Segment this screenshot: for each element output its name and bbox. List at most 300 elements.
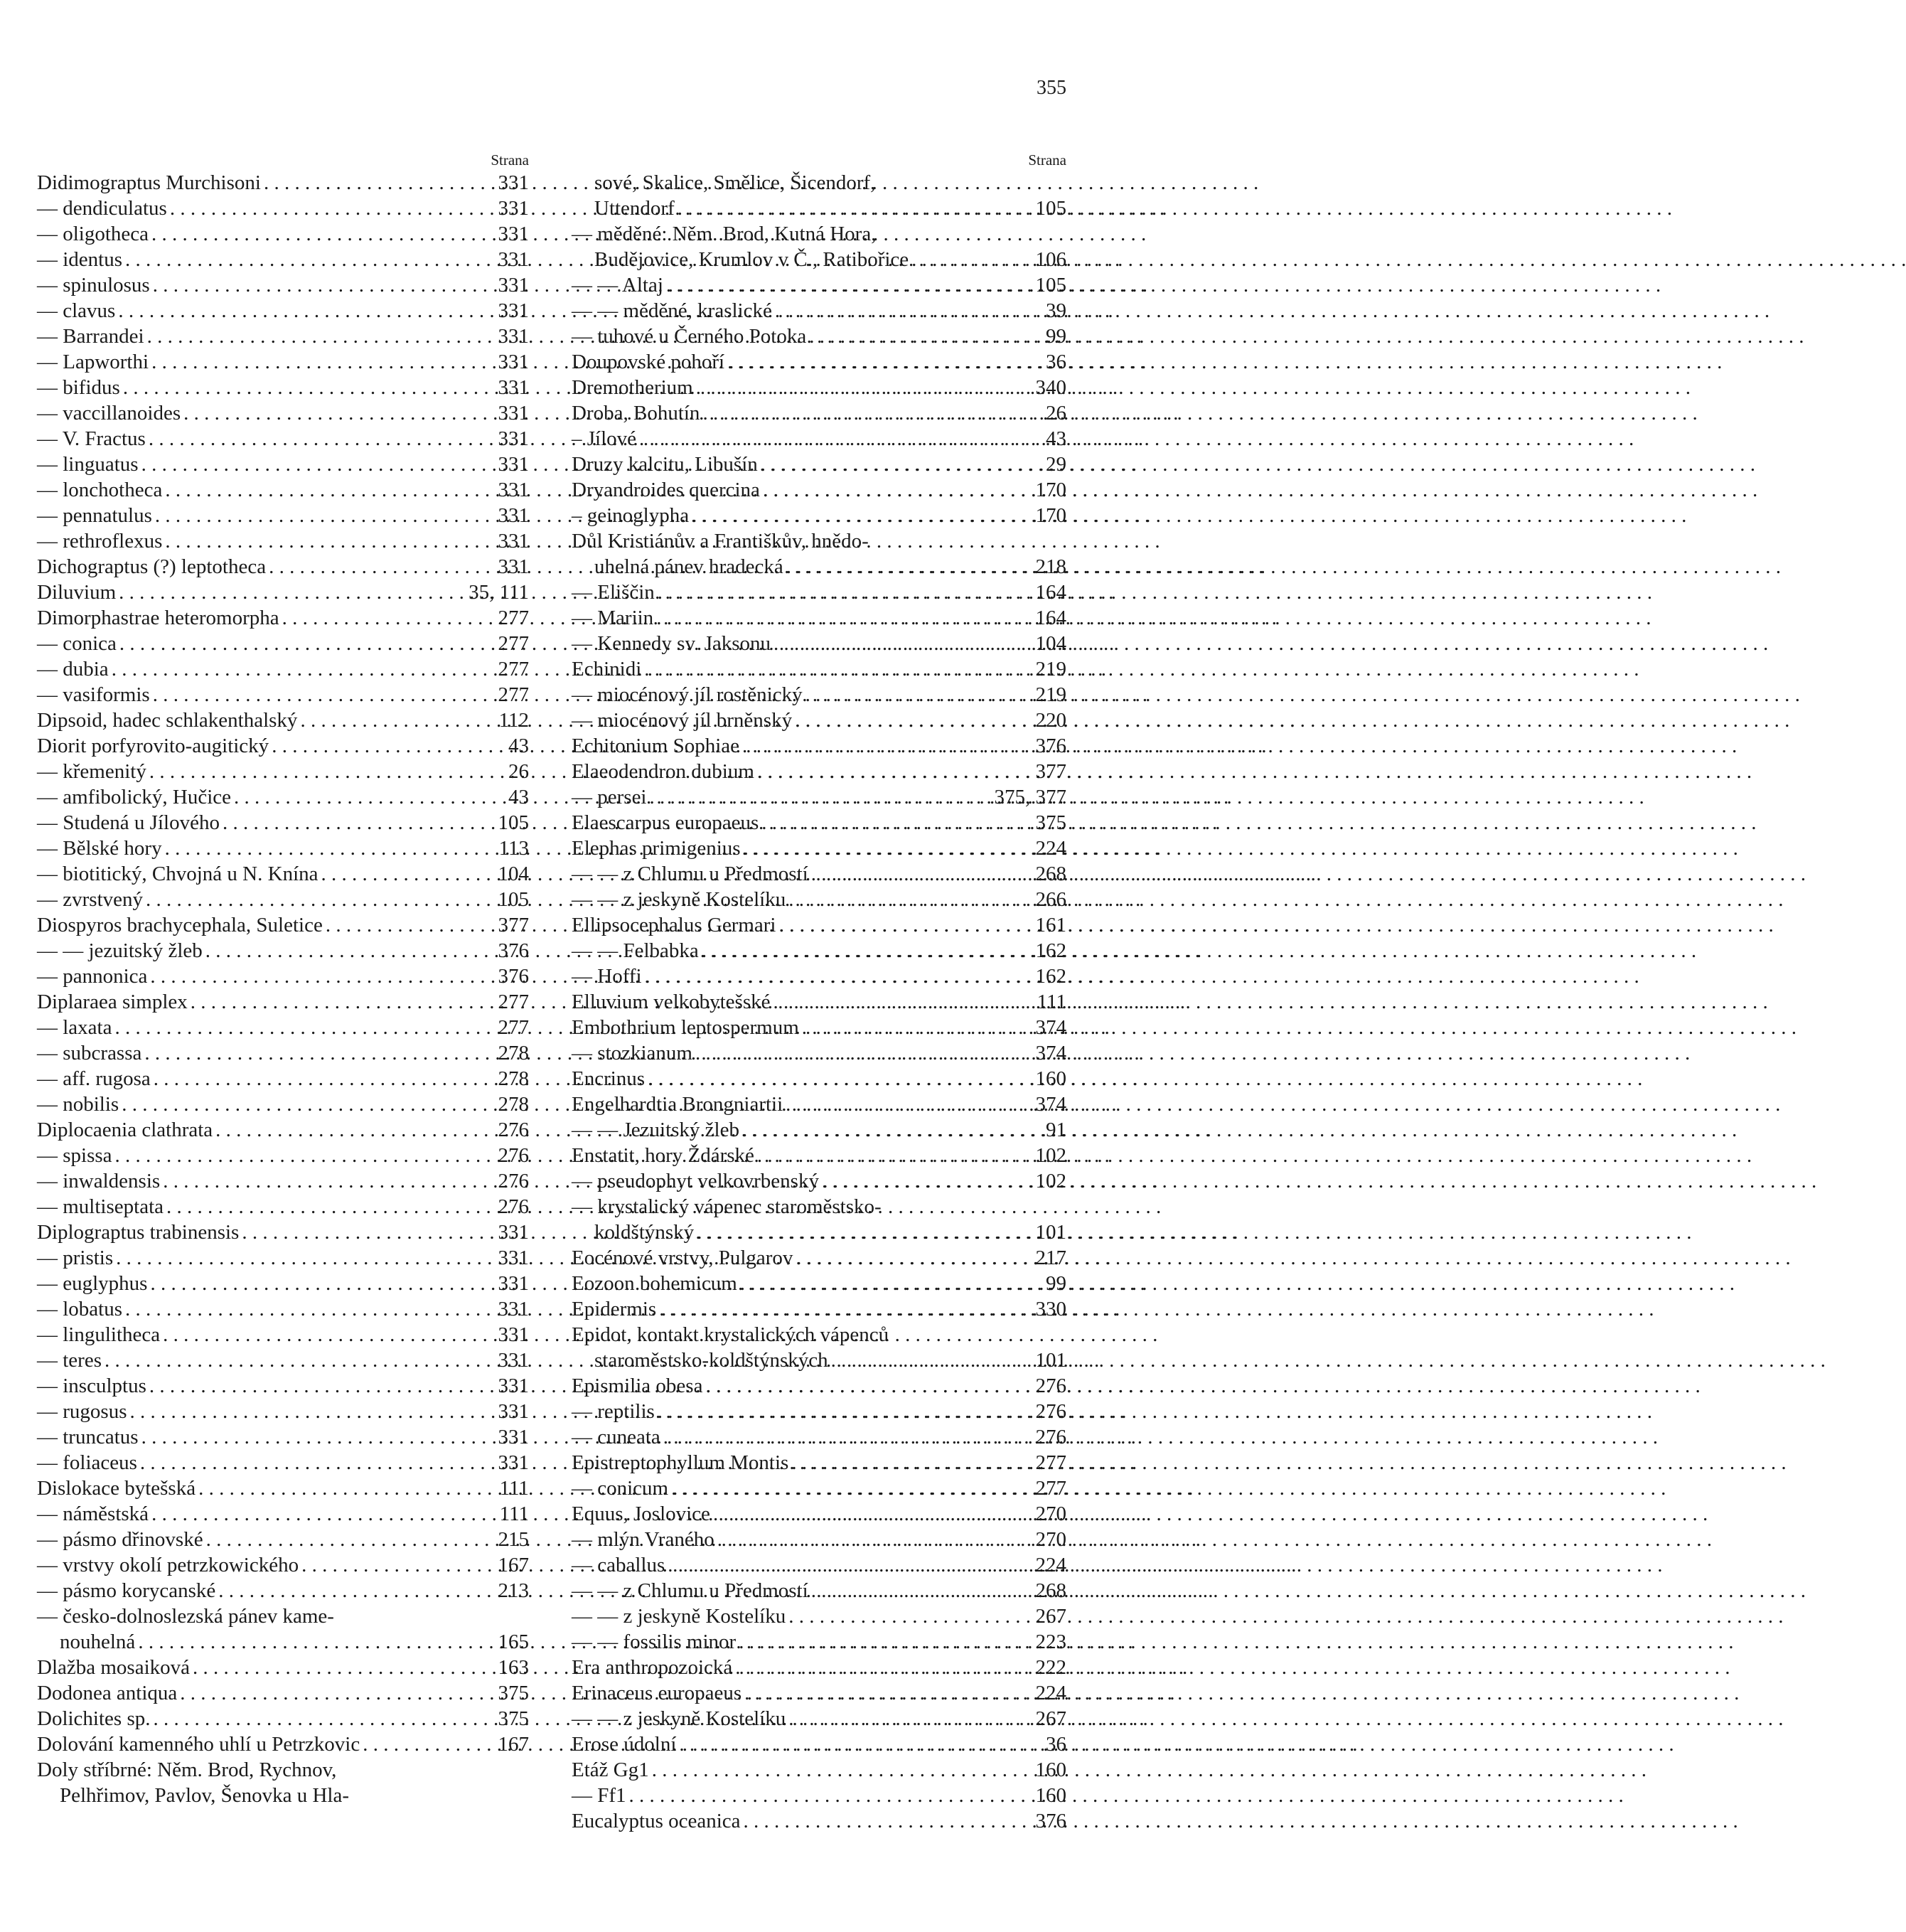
entry-term: Epidot, kontakt krystalických vápenců (572, 1323, 889, 1346)
index-entry (572, 1219, 1066, 1245)
index-entry (37, 912, 529, 938)
index-entry (37, 733, 529, 759)
entry-term: koldštýnský (594, 1221, 695, 1244)
dot-leader (805, 682, 1033, 708)
entry-page: 222 (1035, 1656, 1066, 1679)
dot-leader (170, 196, 496, 221)
entry-page: 224 (1035, 837, 1066, 860)
index-entry (572, 1015, 1066, 1040)
dot-leader (788, 1706, 1032, 1731)
entry-page: 331 (498, 274, 529, 297)
entry-term: Diorit porfyrovito-augitický (37, 735, 269, 757)
entry-page: 36 (1046, 1733, 1066, 1756)
entry-page: 104 (1035, 632, 1066, 655)
index-entry (37, 196, 529, 221)
entry-page: 43 (508, 786, 529, 808)
index-entry (572, 528, 1066, 554)
entry-term: Uttendorf (594, 197, 675, 220)
dot-leader (193, 1655, 495, 1680)
index-entry (37, 861, 529, 887)
index-entry (572, 1578, 1066, 1603)
entry-page: 276 (1035, 1426, 1066, 1448)
entry-term: — Studená u Jílového (37, 811, 220, 834)
entry-page: 219 (1035, 658, 1066, 681)
dot-leader (668, 1552, 1032, 1578)
entry-term: Elaeodendron dubium (572, 760, 754, 783)
entry-term: sové, Skalice, Smělice, Šicendorf, (594, 171, 876, 194)
entry-page: 277 (498, 607, 529, 629)
entry-term: Epistreptophyllum Montis (572, 1451, 789, 1474)
entry-term: — Lapworthi (37, 351, 149, 373)
entry-page: 270 (1035, 1528, 1066, 1551)
entry-page: 111 (499, 1503, 529, 1525)
entry-term: Diplograptus trabinensis (37, 1221, 240, 1244)
dot-leader (166, 1194, 496, 1219)
dot-leader (165, 477, 495, 503)
dot-leader (788, 1603, 1032, 1629)
dot-leader (786, 1092, 1032, 1117)
index-entry (37, 375, 529, 400)
entry-term: Equus, Joslovice (572, 1503, 710, 1525)
entry-page: 268 (1035, 1579, 1066, 1602)
entry-page: 267 (1035, 1605, 1066, 1628)
entry-page: 377 (1035, 760, 1066, 783)
dot-leader (326, 912, 496, 938)
entry-page: 111 (1037, 991, 1066, 1013)
dot-leader (163, 1322, 495, 1347)
entry-page: 160 (1035, 1758, 1066, 1781)
entry-term: — nobilis (37, 1093, 119, 1116)
entry-term: — caballus (572, 1554, 665, 1576)
index-entry (37, 1424, 529, 1450)
entry-term: — V. Fractus (37, 427, 146, 450)
index-entry (572, 452, 1066, 477)
entry-term: — foliaceus (37, 1451, 137, 1474)
entry-page: 219 (1035, 683, 1066, 706)
index-entry (572, 708, 1066, 733)
entry-page: 268 (1035, 863, 1066, 885)
index-entry (37, 1143, 529, 1168)
entry-term: Dodonea antiqua (37, 1682, 178, 1704)
entry-term: Epidermis (572, 1298, 657, 1320)
entry-page: 331 (498, 351, 529, 373)
index-entry (572, 656, 1066, 682)
index-entry (572, 477, 1066, 503)
entry-page: 331 (498, 504, 529, 527)
dot-leader (125, 247, 495, 272)
entry-page: 105 (498, 888, 529, 911)
entry-page: 102 (1035, 1170, 1066, 1192)
dot-leader (658, 580, 1033, 605)
index-entry (37, 682, 529, 708)
entry-term: — dendiculatus (37, 197, 167, 220)
index-entry (37, 656, 529, 682)
index-entry (37, 477, 529, 503)
entry-term: — — Altaj (572, 274, 663, 297)
dot-leader (180, 1680, 495, 1706)
index-entry (37, 1322, 529, 1347)
dot-leader (153, 272, 496, 298)
entry-page: 331 (498, 1323, 529, 1346)
entry-term: — pannonica (37, 965, 148, 988)
entry-page: 277 (498, 991, 529, 1013)
entry-term: — měděné: Něm. Brod, Kutná Hora, (572, 223, 877, 245)
index-entry (572, 1424, 1066, 1450)
index-entry (572, 1783, 1066, 1808)
index-entry (572, 1399, 1066, 1424)
index-entry (37, 1757, 529, 1783)
dot-leader (744, 1808, 1033, 1834)
entry-term: — pseudophyt velkovrbenský (572, 1170, 819, 1192)
entry-term: Důl Kristiánův a Františkův, hnědo- (572, 530, 869, 553)
entry-page: 331 (498, 325, 529, 348)
dot-leader (215, 1117, 495, 1143)
dot-leader (165, 528, 495, 554)
dot-leader (757, 1143, 1033, 1168)
entry-term: — Ff1 (572, 1784, 626, 1807)
entry-page: 36 (1046, 351, 1066, 373)
dot-leader (763, 477, 1033, 503)
index-entry (572, 1373, 1066, 1399)
entry-page: 376 (1035, 735, 1066, 757)
index-entry (37, 170, 529, 196)
entry-term: — náměstská (37, 1503, 149, 1525)
entry-page: 106 (1035, 248, 1066, 271)
entry-page: 331 (498, 1272, 529, 1295)
entry-page: 276 (498, 1195, 529, 1218)
entry-page: 375, 377 (994, 786, 1066, 808)
index-entry (572, 1731, 1066, 1757)
entry-term: — zvrstvený (37, 888, 143, 911)
entry-page: 160 (1035, 1067, 1066, 1090)
entry-page: 35, 111 (469, 581, 529, 604)
dot-leader (363, 1731, 495, 1757)
dot-leader (118, 298, 495, 324)
index-entry (37, 1373, 529, 1399)
entry-page: 267 (1035, 1707, 1066, 1730)
index-entry (572, 784, 1066, 810)
index-entry (572, 836, 1066, 861)
entry-page: 278 (498, 1042, 529, 1064)
dot-leader (149, 1373, 496, 1399)
entry-page: 331 (498, 1375, 529, 1397)
entry-term: — subcrassa (37, 1042, 142, 1064)
entry-term: — stozkianum (572, 1042, 692, 1064)
entry-term: Dolichites sp. (37, 1707, 151, 1730)
dot-leader (773, 989, 1034, 1015)
index-entry (572, 170, 1066, 196)
entry-term: Didimograptus Murchisoni (37, 171, 261, 194)
dot-leader (666, 272, 1033, 298)
entry-term: Engelhardtia Brongniartii (572, 1093, 783, 1116)
dot-leader (744, 836, 1033, 861)
dot-leader (191, 989, 496, 1015)
entry-page: 331 (498, 223, 529, 245)
index-entry (37, 272, 529, 298)
index-entry (37, 887, 529, 912)
entry-page: 224 (1035, 1682, 1066, 1704)
entry-term: Eozoon bohemicum (572, 1272, 737, 1295)
entry-term: — persei (572, 786, 647, 808)
index-entry (37, 1399, 529, 1424)
entry-page: 277 (1035, 1477, 1066, 1500)
entry-term: Eocénové vrstvy, Pulgarov (572, 1247, 793, 1269)
dot-leader (223, 810, 496, 836)
index-entry (37, 708, 529, 733)
entry-term: — — fossilis minor (572, 1631, 737, 1653)
dot-leader (697, 1219, 1032, 1245)
index-entry (572, 1245, 1066, 1271)
entry-page: 217 (1035, 1247, 1066, 1269)
dot-leader (678, 196, 1033, 221)
entry-page: 102 (1035, 1144, 1066, 1167)
index-entry (37, 298, 529, 324)
entry-term: Embothrium leptospermum (572, 1016, 799, 1039)
dot-leader (696, 375, 1033, 400)
entry-page: 331 (498, 402, 529, 425)
entry-term: — krystalický vápenec staroměstsko- (572, 1195, 882, 1218)
index-entry (572, 1322, 1066, 1347)
column-header: Strana (491, 151, 529, 169)
dot-leader (740, 1271, 1043, 1296)
index-entry (37, 1040, 529, 1066)
index-entry (572, 1347, 1066, 1373)
entry-page: 99 (1046, 1272, 1066, 1295)
entry-term: — Mariin (572, 607, 654, 629)
entry-page: 331 (498, 427, 529, 450)
index-entry (572, 989, 1066, 1015)
dot-leader (165, 836, 496, 861)
entry-term: — cuneata (572, 1426, 660, 1448)
index-entry (37, 1578, 529, 1603)
entry-page: 224 (1035, 1554, 1066, 1576)
entry-page: 331 (498, 453, 529, 476)
dot-leader (822, 1168, 1033, 1194)
index-entry (572, 1271, 1066, 1296)
dot-leader (809, 324, 1043, 349)
dot-leader (112, 656, 496, 682)
dot-leader (744, 1680, 1032, 1706)
entry-term: — vaccillanoides (37, 402, 181, 425)
index-entry (572, 554, 1066, 580)
entry-page: 163 (498, 1656, 529, 1679)
index-entry (37, 631, 529, 656)
index-entry (37, 1731, 529, 1757)
entry-page: 277 (498, 658, 529, 681)
entry-page: 331 (498, 530, 529, 553)
index-entry (572, 682, 1066, 708)
index-entry (572, 503, 1066, 528)
dot-leader (735, 1655, 1032, 1680)
index-entry (37, 1271, 529, 1296)
dot-leader (705, 1373, 1032, 1399)
entry-page: 331 (498, 1221, 529, 1244)
dot-leader (663, 1424, 1033, 1450)
entry-term: — rethroflexus (37, 530, 163, 553)
entry-page: 101 (1035, 1221, 1066, 1244)
index-entry (572, 1603, 1066, 1629)
index-entry (37, 580, 529, 605)
entry-term: Encrinus (572, 1067, 646, 1090)
entry-term: — insculptus (37, 1375, 146, 1397)
entry-page: 113 (498, 837, 529, 860)
entry-page: 374 (1035, 1093, 1066, 1116)
index-entry (572, 912, 1066, 938)
dot-leader (795, 708, 1032, 733)
entry-term: Elephas primigenius (572, 837, 741, 860)
index-entry (572, 1757, 1066, 1783)
entry-term: — vrstvy okolí petrzkowického (37, 1554, 299, 1576)
entry-term: — reptilis (572, 1400, 655, 1423)
entry-page: 162 (1035, 939, 1066, 962)
index-entry (37, 938, 529, 964)
dot-leader (757, 759, 1033, 784)
entry-term: — miocénový jíl rostěnický (572, 683, 803, 706)
entry-page: 105 (498, 811, 529, 834)
index-entry (37, 1245, 529, 1271)
dot-leader (154, 1066, 496, 1092)
dot-leader (811, 1578, 1033, 1603)
entry-term: — euglyphus (37, 1272, 148, 1295)
entry-term: – geinoglypha (572, 504, 690, 527)
entry-term: — spinulosus (37, 274, 150, 297)
entry-term: — — Felbabka (572, 939, 699, 962)
dot-leader (119, 631, 496, 656)
index-entry (37, 1296, 529, 1322)
entry-term: Doupovské pohoří (572, 351, 725, 373)
entry-page: 340 (1035, 376, 1066, 399)
entry-term: Epismilia obesa (572, 1375, 703, 1397)
entry-term: — identus (37, 248, 123, 271)
index-entry (572, 1706, 1066, 1731)
dot-leader (702, 400, 1043, 426)
dot-leader (105, 1347, 496, 1373)
index-entry (37, 349, 529, 375)
entry-term: — Eliščin (572, 581, 655, 604)
entry-page: 278 (498, 1093, 529, 1116)
index-entry (37, 452, 529, 477)
dot-leader (264, 170, 496, 196)
entry-page: 170 (1035, 479, 1066, 501)
entry-term: Budějovice, Krumlov v Č., Ratibořice (594, 248, 909, 271)
entry-page: 164 (1035, 607, 1066, 629)
entry-page: 278 (498, 1067, 529, 1090)
index-entry (37, 1219, 529, 1245)
index-entry (572, 324, 1066, 349)
dot-leader (702, 938, 1033, 964)
index-entry (572, 1168, 1066, 1194)
entry-page: 277 (1035, 1451, 1066, 1474)
entry-page: 165 (498, 1631, 529, 1653)
dot-leader (234, 784, 505, 810)
entry-page: 91 (1046, 1119, 1066, 1141)
entry-term: — conicum (572, 1477, 669, 1500)
dot-leader (650, 784, 992, 810)
dot-leader (911, 247, 1032, 272)
index-entry (572, 810, 1066, 836)
entry-term: Dipsoid, hadec schlakenthalský (37, 709, 298, 732)
dot-leader (648, 1066, 1032, 1092)
index-entry (572, 247, 1066, 272)
entry-term: — bifidus (37, 376, 120, 399)
dot-leader (116, 1245, 495, 1271)
dot-leader (739, 1629, 1032, 1655)
index-entry (37, 989, 529, 1015)
dot-leader (645, 964, 1033, 989)
index-entry (37, 221, 529, 247)
entry-term: — Kennedy sv. Jaksonu (572, 632, 771, 655)
dot-leader (151, 1501, 497, 1527)
entry-term: — spissa (37, 1144, 112, 1167)
entry-term: — česko-dolnoslezská pánev kame- (37, 1605, 334, 1628)
entry-page: 26 (1046, 402, 1066, 425)
index-entry (572, 1680, 1066, 1706)
index-entries-right (572, 170, 1066, 1834)
index-entry (37, 784, 529, 810)
index-entry (572, 1475, 1066, 1501)
entry-term: Elluvium velkobytešské (572, 991, 771, 1013)
entry-term: — Bělské hory (37, 837, 162, 860)
index-entry (37, 1501, 529, 1527)
entry-page: 377 (498, 914, 529, 936)
entry-term: Echitonium Sophiae (572, 735, 739, 757)
entry-page: 105 (1035, 274, 1066, 297)
index-entry (37, 1194, 529, 1219)
entry-term: staroměstsko-koldštýnských (594, 1349, 828, 1372)
entry-page: 160 (1035, 1784, 1066, 1807)
dot-leader (717, 1527, 1033, 1552)
dot-leader (791, 1450, 1032, 1475)
index-entry (37, 1475, 529, 1501)
index-entry (37, 1092, 529, 1117)
dot-leader (811, 861, 1033, 887)
entry-term: Pelhřimov, Pavlov, Šenovka u Hla- (60, 1784, 350, 1807)
index-entry (572, 1092, 1066, 1117)
dot-leader (146, 887, 496, 912)
entry-page: 276 (1035, 1400, 1066, 1423)
entry-term: — oligotheca (37, 223, 149, 245)
index-entry (37, 1450, 529, 1475)
entry-term: – Jílové (572, 427, 637, 450)
entry-page: 276 (498, 1119, 529, 1141)
dot-leader (629, 1783, 1033, 1808)
index-entry (572, 938, 1066, 964)
entry-page: 374 (1035, 1016, 1066, 1039)
entry-term: — Barrandei (37, 325, 144, 348)
entry-page: 276 (498, 1170, 529, 1192)
entry-term: Erinaceus europaeus (572, 1682, 742, 1704)
index-entry (572, 1655, 1066, 1680)
entry-page: 223 (1035, 1631, 1066, 1653)
index-entry (37, 759, 529, 784)
entry-term: Erose údolní (572, 1733, 677, 1756)
dot-leader (147, 324, 496, 349)
index-entry (572, 1808, 1066, 1834)
entry-page: 43 (1046, 427, 1066, 450)
entry-term: Diplaraea simplex (37, 991, 188, 1013)
entry-term: Era anthropozoická (572, 1656, 733, 1679)
index-entry (572, 1194, 1066, 1219)
entry-term: Dryandroides quercina (572, 479, 760, 501)
dot-leader (679, 1731, 1043, 1757)
dot-leader (206, 1527, 496, 1552)
index-entry (572, 426, 1066, 452)
dot-leader (761, 810, 1032, 836)
entry-term: — mlýn Vraného (572, 1528, 714, 1551)
dot-leader (761, 452, 1043, 477)
index-entry (572, 887, 1066, 912)
entry-page: 276 (498, 1144, 529, 1167)
